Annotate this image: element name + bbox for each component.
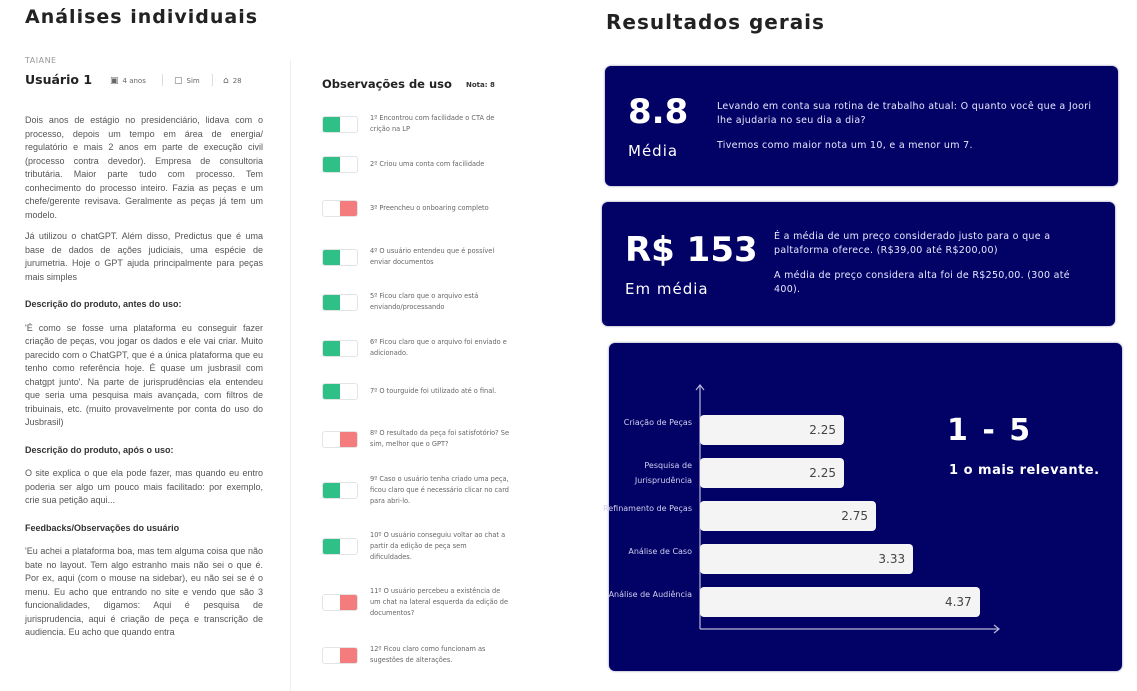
bar-value-label: 2.25 — [809, 423, 836, 437]
observation-item — [322, 644, 510, 666]
toggle-yes[interactable] — [322, 340, 358, 357]
bar — [700, 501, 876, 531]
observation-text: 6º Ficou claro que o arquivo foi enviado e adicionado. — [370, 338, 507, 357]
relevance-chart-card — [603, 343, 1122, 671]
category-label: Criação de Peças — [623, 418, 692, 427]
observation-item — [322, 383, 510, 400]
toggle-no[interactable] — [322, 431, 358, 448]
toggle-yes[interactable] — [322, 294, 358, 311]
category-label: Análise de Audiência — [608, 590, 692, 599]
scale-note: 1 o mais relevante. — [949, 463, 1100, 478]
observation-text: 10º O usuário conseguiu voltar ao chat a partir da edição de peça sem dificuldades. — [370, 531, 506, 561]
toggle-no[interactable] — [322, 647, 358, 664]
section-text: O site explica o que ela pode fazer, mas quando eu entro poderia ser algo um pouco mais facilitado: por exemplo, crie sua petição aqui... — [25, 468, 263, 505]
meta-value: Sim — [186, 77, 200, 85]
average-score: 8.8 — [628, 92, 689, 132]
calendar-icon: ▢ — [174, 76, 183, 86]
bars — [700, 343, 1100, 671]
toggle-yes[interactable] — [322, 383, 358, 400]
observation-text: 11º O usuário percebeu a existência de um chat na lateral esquerda da edição de documentos? — [370, 587, 508, 617]
bar — [700, 458, 844, 488]
observations-score: Nota: 8 — [466, 81, 495, 89]
divider — [212, 74, 213, 86]
scale-range: 1 - 5 — [947, 413, 1033, 448]
price-label: Em média — [625, 280, 709, 298]
bar-value-label: 2.25 — [809, 466, 836, 480]
observation-text: 7º O tourguide foi utilizado até o final. — [370, 387, 497, 395]
category-label: Pesquisa de Jurisprudência — [634, 461, 692, 485]
observation-item — [322, 474, 510, 507]
user-name: Usuário 1 — [25, 72, 93, 87]
bar — [700, 587, 980, 617]
observation-item — [322, 291, 510, 313]
section-heading: Descrição do produto, após o uso: — [25, 444, 174, 455]
observation-item — [322, 113, 510, 135]
bar — [700, 415, 844, 445]
briefcase-icon: ▣ — [110, 76, 119, 86]
section-text: 'Eu achei a plataforma boa, mas tem alguma coisa que não bate no layout. Tem algo estranho mais não sei o que é. Por ex, aqui (com o mouse na sidebar), eu não sei se é o menu. Eu acho que entrando no site e vendo que são 3 funcionalidades, digamos: Aqui é pesquisa de jurisprudencia, aqui é criação de peça e transcrição de audiencia. Eu acho que quando entra — [25, 546, 263, 637]
bar — [700, 544, 913, 574]
price-question: É a média de um preço considerado justo para o que a paltaforma oferece. (R$39,00 até R$200,00) — [774, 231, 1051, 256]
meta-value: 28 — [232, 77, 242, 85]
observation-text: 5º Ficou claro que o arquivo está enviando/processando — [370, 292, 479, 311]
price-card — [602, 202, 1115, 326]
cake-icon: ⌂ — [223, 76, 229, 86]
observation-text: 2º Criou uma conta com facilidade — [370, 160, 485, 168]
section-heading: Descrição do produto, antes do uso: — [25, 299, 182, 309]
category-labels — [603, 343, 692, 671]
divider — [162, 74, 163, 86]
average-score-card — [605, 66, 1118, 186]
toggle-yes[interactable] — [322, 538, 358, 555]
observation-text: 9º Caso o usuário tenha criado uma peça, ficou claro que é necessário clicar no card para abri-lo. — [370, 475, 509, 505]
page-title: Análises individuais — [25, 6, 259, 28]
category-label: Análise de Caso — [628, 547, 692, 556]
meta-experience — [110, 76, 146, 86]
observation-item — [322, 530, 510, 563]
toggle-yes[interactable] — [322, 482, 358, 499]
average-label: Média — [628, 142, 679, 160]
bar-value-label: 4.37 — [944, 595, 972, 609]
toggle-no[interactable] — [322, 594, 358, 611]
bar-value-label: 2.75 — [841, 509, 868, 523]
observation-text: 12º Ficou claro como funcionam as sugestões de alterações. — [370, 645, 486, 664]
score-note: Tivemos como maior nota um 10, e a menor um 7. — [717, 140, 973, 151]
average-price: R$ 153 — [625, 230, 758, 270]
toggle-no[interactable] — [322, 200, 358, 217]
column-divider — [290, 60, 291, 691]
price-note: A média de preço considera alta foi de R$250,00. (300 até 400). — [774, 270, 1070, 295]
observation-text: 8º O resultado da peça foi satisfotório? Se sim, melhor que o GPT? — [370, 429, 510, 448]
interview-notes — [25, 114, 263, 640]
toggle-yes[interactable] — [322, 156, 358, 173]
category-label: Refinamento de Peças — [603, 504, 692, 513]
observation-text: 1º Encontrou com facilidade o CTA de crição na LP — [370, 114, 495, 133]
toggle-yes[interactable] — [322, 116, 358, 133]
observation-item — [322, 586, 510, 619]
observations-title: Observações de uso — [322, 77, 452, 91]
toggle-yes[interactable] — [322, 249, 358, 266]
observation-text: 4º O usuário entendeu que é possível enviar documentos — [370, 247, 495, 266]
observation-item — [322, 246, 510, 268]
observation-item — [322, 200, 510, 217]
meta-used-gpt — [174, 76, 200, 86]
meta-value: 4 anos — [122, 77, 146, 85]
results-title: Resultados gerais — [606, 10, 825, 34]
paragraph: Dois anos de estágio no presidenciário, lidava com o processo, depois um tempo em área de energia/ regulatório e mais 2 anos em parte de execução civil (processo contra devedor). Empresa de consultoria tributária. Maior parte tudo com processo. Tem conhecimento do processo inteiro. Fazia as peças e um chefe/gerente revisava. Geralmente as peças já tem um modelo. — [25, 115, 263, 220]
interviewer-name: TAIANE — [25, 56, 57, 65]
bar-value-label: 3.33 — [878, 552, 906, 566]
observation-item — [322, 337, 510, 359]
observation-text: 3º Preencheu o onboaring completo — [370, 204, 489, 212]
section-heading: Feedbacks/Observações do usuário — [25, 522, 180, 533]
score-question: Levando em conta sua rotina de trabalho atual: O quanto você que a Joori lhe ajudaria no seu dia a dia? — [717, 101, 1092, 126]
observation-item — [322, 156, 510, 173]
observation-item — [322, 428, 510, 450]
section-text: 'É como se fosse uma plataforma eu conseguir fazer criação de peças, vou jogar os dados e ele vai criar. Muito parecido com o ChatGPT, que é a única plataforma que eu tenho como referência hoje. É quase um jusbrasil com chatgpt junto'. Na parte de jurisprudências ela entendeu que seria uma pesquisa mais avançada, com filtros de tribuinais, etc. (muito provavelmente por conta do uso do Jusbrasil) — [25, 322, 263, 427]
paragraph: Já utilizou o chatGPT. Além disso, Predictus que é uma base de dados de ações judiciais, uma espécie de jurumetria. Hoje o GPT ajuda principalmente para peças mais simples — [25, 231, 263, 282]
meta-age — [223, 76, 242, 86]
